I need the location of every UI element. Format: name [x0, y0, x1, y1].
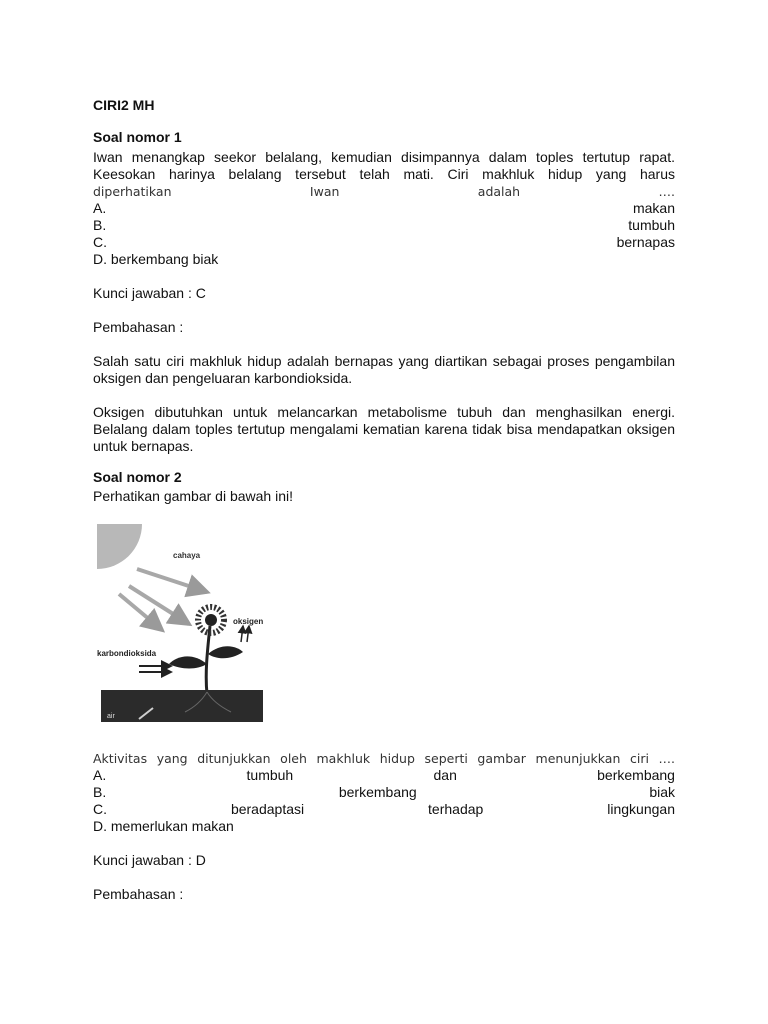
- question-1-option-a: [93, 200, 675, 217]
- option-word: A.: [93, 767, 107, 783]
- question-2-heading: Soal nomor 2: [93, 469, 182, 485]
- question-1-discussion-p2: Oksigen dibutuhkan untuk melancarkan metabolisme tubuh dan menghasilkan energi. Belalang dalam toples tertutup mengalami kematian karena tidak bisa mendapatkan oksigen untuk bernapas.: [93, 404, 675, 454]
- co2-label: karbondioksida: [97, 649, 157, 658]
- light-ray: [137, 569, 207, 592]
- question-2-answer: Kunci jawaban : D: [93, 852, 206, 868]
- option-word: biak: [649, 784, 675, 800]
- lead-word: Iwan: [309, 184, 340, 199]
- question-1-discussion-p1: Salah satu ciri makhluk hidup adalah bernapas yang diartikan sebagai proses pengambilan oksigen dan pengeluaran karbondioksida.: [93, 353, 675, 386]
- question-2-discussion-label: Pembahasan :: [93, 886, 184, 902]
- option-letter: C.: [93, 234, 107, 250]
- question-1-option-c: [93, 234, 675, 251]
- question-2-instruction: Perhatikan gambar di bawah ini!: [93, 488, 294, 504]
- question-2-option-a: [93, 767, 675, 784]
- option-word: berkembang: [338, 784, 417, 800]
- light-ray: [129, 586, 189, 624]
- leaf-icon: [208, 646, 243, 658]
- option-word: berkembang: [597, 767, 675, 783]
- option-word: lingkungan: [607, 801, 675, 817]
- question-1-answer: Kunci jawaban : C: [93, 285, 206, 301]
- lead-word: ….: [658, 184, 675, 199]
- option-word: tumbuh: [246, 767, 294, 783]
- option-letter: A.: [93, 200, 107, 216]
- question-1-discussion-label: Pembahasan :: [93, 319, 184, 335]
- option-text: tumbuh: [628, 217, 675, 233]
- option-text: bernapas: [616, 234, 675, 250]
- question-1-option-b: [93, 217, 675, 234]
- document-title: CIRI2 MH: [93, 97, 155, 113]
- light-ray: [119, 594, 162, 630]
- light-label: cahaya: [173, 551, 201, 560]
- option-word: beradaptasi: [230, 801, 305, 817]
- question-1-lead-line: [93, 183, 675, 200]
- option-word: dan: [433, 767, 457, 783]
- option-letter: B.: [93, 217, 107, 233]
- document-content: [93, 97, 675, 903]
- question-2-option-c: [93, 801, 675, 818]
- question-1-option-d: D. berkembang biak: [93, 251, 219, 267]
- option-word: terhadap: [428, 801, 484, 817]
- option-word: C.: [93, 801, 107, 817]
- lead-word: diperhatikan: [93, 184, 172, 199]
- question-1-text: Iwan menangkap seekor belalang, kemudian disimpannya dalam toples tertutup rapat. Keesokan harinya belalang tersebut telah mati. Ciri makhluk hidup yang harus: [93, 149, 675, 182]
- lead-word: adalah: [477, 184, 521, 199]
- question-1-heading: Soal nomor 1: [93, 129, 182, 145]
- oxygen-label: oksigen: [233, 617, 264, 626]
- water-label: air: [107, 713, 115, 720]
- question-2-option-b: [93, 784, 675, 801]
- sun-icon: [97, 524, 142, 569]
- question-2-option-d: D. memerlukan makan: [93, 818, 234, 834]
- soil: [101, 690, 263, 722]
- option-word: B.: [93, 784, 107, 800]
- photosynthesis-figure: [97, 524, 277, 724]
- question-2-text: Aktivitas yang ditunjukkan oleh makhluk hidup seperti gambar menunjukkan ciri ….: [93, 751, 675, 766]
- option-text: makan: [632, 200, 675, 216]
- leaf-icon: [169, 656, 207, 668]
